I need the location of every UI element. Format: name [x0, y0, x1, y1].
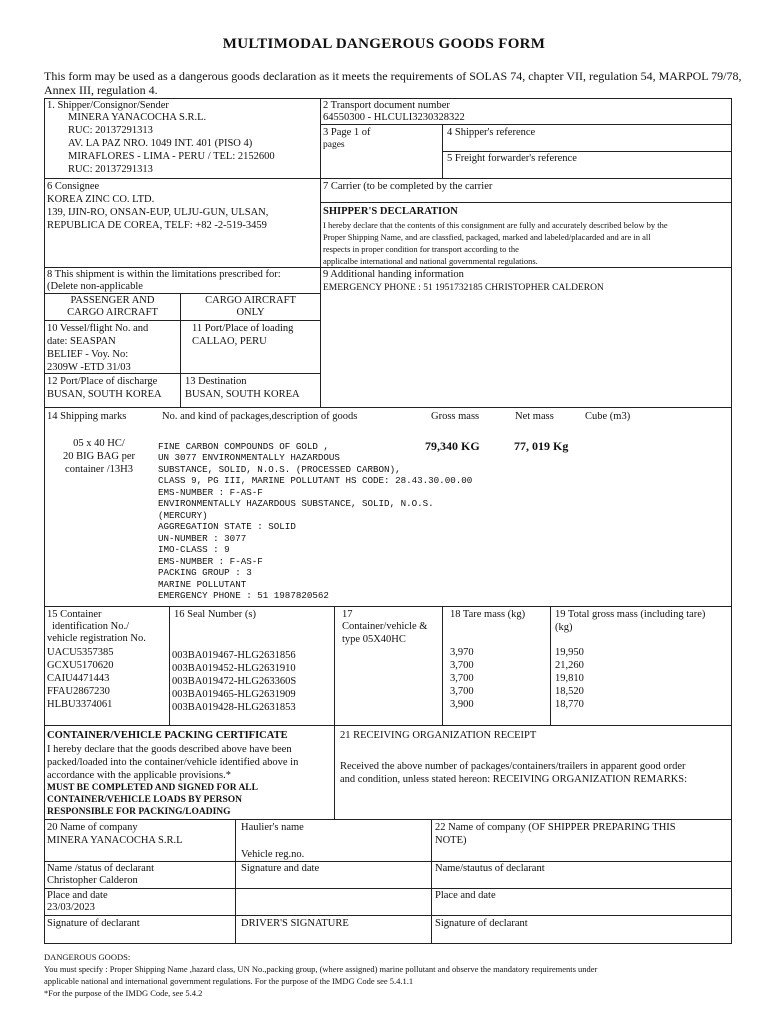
shipping-mark: 20 BIG BAG per	[62, 451, 136, 462]
tare-value: 3,700	[450, 686, 474, 697]
sig-declarant-left-label: Signature of declarant	[47, 918, 140, 929]
goods-line: (MERCURY)	[158, 510, 208, 521]
container-id: HLBU3374061	[47, 699, 113, 710]
packing-cert-bold-line: CONTAINER/VEHICLE LOADS BY PERSON	[47, 795, 243, 805]
limitations-line: (Delete non-applicable	[47, 281, 143, 292]
packing-cert-line: accordance with the applicable provisions.*	[47, 770, 231, 781]
form-title: MULTIMODAL DANGEROUS GOODS FORM	[222, 36, 546, 52]
total-gross-value: 21,260	[555, 660, 584, 671]
company-22-label: 22 Name of company (OF SHIPPER PREPARING THIS	[435, 822, 676, 833]
goods-line: MARINE POLLUTANT	[158, 579, 247, 590]
place-date-mid-box	[235, 888, 432, 916]
seal-number: 003BA019428-HLG2631853	[172, 702, 296, 713]
container-id: GCXU5170620	[47, 660, 114, 671]
tare-value: 3,700	[450, 660, 474, 671]
place-date-left-label: Place and date	[47, 890, 108, 901]
seal-number: 003BA019452-HLG2631910	[172, 663, 296, 674]
declaration-line: Proper Shipping Name, and are classfied, packaged, marked and labeled/placarded and are in all	[323, 232, 651, 242]
tare-value: 3,900	[450, 699, 474, 710]
gross-mass-value: 79,340 KG	[425, 439, 480, 453]
seal-number: 003BA019467-HLG2631856	[172, 650, 296, 661]
total-gross-value: 19,810	[555, 673, 584, 684]
shipper-line: MIRAFLORES - LIMA - PERU / TEL: 2152600	[68, 151, 275, 162]
goods-line: EMS-NUMBER : F-AS-F	[158, 556, 263, 567]
seal-number: 003BA019472-HLG263360S	[172, 676, 297, 687]
transport-doc-value: 64550300 - HLCULI3230328322	[323, 112, 465, 123]
shipping-mark: container /13H3	[65, 464, 133, 475]
port-discharge-value: BUSAN, SOUTH KOREA	[47, 389, 162, 400]
consignee-label: 6 Consignee	[47, 181, 100, 192]
consignee-line: 139, IJIN-RO, ONSAN-EUP, ULJU-GUN, ULSAN,	[47, 207, 269, 218]
declarant-left-label: Name /status of declarant	[47, 863, 154, 874]
packing-cert-bold-line: RESPONSIBLE FOR PACKING/LOADING	[47, 807, 231, 817]
passenger-line: PASSENGER AND	[70, 295, 155, 306]
carrier-label: 7 Carrier (to be completed by the carrier	[323, 181, 493, 192]
seal-number: 003BA019465-HLG2631909	[172, 689, 296, 700]
gross-mass-header: Gross mass	[431, 411, 480, 422]
goods-line: FINE CARBON COMPOUNDS OF GOLD ,	[158, 441, 329, 452]
container-id: CAIU4471443	[47, 673, 110, 684]
goods-line: UN-NUMBER : 3077	[158, 533, 247, 544]
port-discharge-label: 12 Port/Place of discharge	[47, 376, 158, 387]
shipping-mark: 05 x 40 HC/	[73, 438, 125, 449]
packing-cert-line: packed/loaded into the container/vehicle identified above in	[47, 757, 299, 768]
form-intro: This form may be used as a dangerous goods declaration as it meets the requirements of SOLAS 74, chapter VII, regulation 54, MARPOL 79/78, Annex III, regulation 4.	[44, 69, 742, 97]
container-id: FFAU2867230	[47, 686, 110, 697]
tare-label: 18 Tare mass (kg)	[450, 609, 526, 620]
port-loading-label: 11 Port/Place of loading	[192, 323, 294, 334]
declaration-line: applicalbe international and national governmental regulations.	[323, 256, 538, 266]
total-gross-value: 18,520	[555, 686, 584, 697]
net-mass-header: Net mass	[515, 411, 554, 422]
cargo-only-line: ONLY	[236, 307, 265, 318]
place-date-right-label: Place and date	[435, 890, 496, 901]
shipper-line: RUC: 20137291313	[68, 164, 153, 175]
destination-value: BUSAN, SOUTH KOREA	[185, 389, 300, 400]
driver-signature-label: DRIVER'S SIGNATURE	[241, 918, 349, 929]
vessel-line: 10 Vessel/flight No. and	[47, 323, 149, 334]
declarant-right-label: Name/stautus of declarant	[435, 863, 545, 874]
page-label-2: pages	[323, 140, 345, 150]
port-loading-value: CALLAO, PERU	[192, 336, 267, 347]
vessel-line: 2309W -ETD 31/03	[47, 362, 131, 373]
tare-value: 3,970	[450, 647, 474, 658]
container-id-label: identification No./	[52, 621, 129, 632]
vessel-line: BELIEF - Voy. No:	[47, 349, 129, 360]
footer-line: You must specify : Proper Shipping Name ,hazard class, UN No.,packing group, (where assigned) marine pollutant and observe the mandatory requirements under	[44, 964, 598, 974]
limitations-line: 8 This shipment is within the limitations prescribed for:	[47, 269, 281, 280]
shipper-declaration-title: SHIPPER'S DECLARATION	[323, 206, 458, 217]
goods-line: AGGREGATION STATE : SOLID	[158, 521, 296, 532]
signature-date-label: Signature and date	[241, 863, 320, 874]
consignee-line: KOREA ZINC CO. LTD.	[47, 194, 155, 205]
packing-cert-line: I hereby declare that the goods described above have been	[47, 744, 292, 755]
shipper-ref-label: 4 Shipper's reference	[447, 127, 536, 138]
tare-value: 3,700	[450, 673, 474, 684]
page-label: 3 Page 1 of	[323, 127, 371, 138]
total-gross-value: 18,770	[555, 699, 584, 710]
receipt-title: 21 RECEIVING ORGANIZATION RECEIPT	[340, 730, 537, 741]
company-20-value: MINERA YANACOCHA S.R.L	[47, 835, 183, 846]
company-22-label-2: NOTE)	[435, 835, 467, 846]
packing-cert-bold-line: MUST BE COMPLETED AND SIGNED FOR ALL	[47, 783, 258, 793]
goods-line: IMO-CLASS : 9	[158, 544, 230, 555]
goods-line: EMS-NUMBER : F-AS-F	[158, 487, 263, 498]
shipper-line: MINERA YANACOCHA S.R.L.	[68, 112, 207, 123]
container-id-label: 15 Container	[47, 609, 102, 620]
declarant-left-value: Christopher Calderon	[47, 875, 138, 886]
goods-line: EMERGENCY PHONE : 51 1987820562	[158, 590, 329, 601]
receipt-line: and condition, unless stated hereon: RECEIVING ORGANIZATION REMARKS:	[340, 774, 688, 785]
total-gross-label: 19 Total gross mass (including tare)	[555, 609, 706, 620]
goods-line: SUBSTANCE, SOLID, N.O.S. (PROCESSED CARBON),	[158, 464, 401, 475]
company-20-label: 20 Name of company	[47, 822, 138, 833]
total-gross-label: (kg)	[555, 622, 573, 633]
container-type-label: 17	[342, 609, 353, 620]
cargo-only-line: CARGO AIRCRAFT	[205, 295, 296, 306]
shipper-line: AV. LA PAZ NRO. 1049 INT. 401 (PISO 4)	[68, 138, 253, 149]
place-date-left-value: 23/03/2023	[47, 902, 95, 913]
receipt-line: Received the above number of packages/containers/trailers in apparent good order	[340, 761, 686, 772]
goods-line: UN 3077 ENVIRONMENTALLY HAZARDOUS	[158, 452, 340, 463]
consignee-line: REPUBLICA DE COREA, TELF: +82 -2-519-3459	[47, 220, 267, 231]
haulier-label: Haulier's name	[241, 822, 304, 833]
footer-line: applicable national and international government regulations. For the purpose of the IMDG Code see 5.4.1.1	[44, 976, 414, 986]
kind-header: No. and kind of packages,description of goods	[162, 411, 358, 422]
shipper-line: RUC: 20137291313	[68, 125, 153, 136]
vehicle-reg-label: Vehicle reg.no.	[241, 849, 305, 860]
transport-doc-label: 2 Transport document number	[323, 100, 450, 111]
goods-line: PACKING GROUP : 3	[158, 567, 252, 578]
shipping-marks-header: 14 Shipping marks	[47, 411, 127, 422]
destination-label: 13 Destination	[185, 376, 247, 387]
passenger-line: CARGO AIRCRAFT	[67, 307, 158, 318]
container-type-label: type 05X40HC	[342, 634, 406, 645]
handling-value: EMERGENCY PHONE : 51 1951732185 CHRISTOPHER CALDERON	[323, 283, 604, 293]
declaration-line: I hereby declare that the contents of this consignment are fully and accurately described below by the	[323, 220, 668, 230]
goods-line: ENVIRONMENTALLY HAZARDOUS SUBSTANCE, SOLID, N.O.S.	[158, 498, 434, 509]
declaration-line: respects in proper condition for transport according to the	[323, 244, 519, 254]
container-id-label: vehicle registration No.	[47, 633, 146, 644]
vessel-line: date: SEASPAN	[47, 336, 116, 347]
net-mass-value: 77, 019 Kg	[514, 439, 569, 453]
sig-declarant-right-label: Signature of declarant	[435, 918, 528, 929]
footer-line: *For the purpose of the IMDG Code, see 5.4.2	[44, 988, 203, 998]
container-id: UACU5357385	[47, 647, 114, 658]
footer-title: DANGEROUS GOODS:	[44, 952, 131, 962]
shipper-label: 1. Shipper/Consignor/Sender	[47, 100, 169, 111]
handling-label: 9 Additional handing information	[323, 269, 464, 280]
container-type-label: Container/vehicle &	[342, 621, 428, 632]
packing-cert-title: CONTAINER/VEHICLE PACKING CERTIFICATE	[47, 730, 288, 741]
goods-line: CLASS 9, PG III, MARINE POLLUTANT HS CODE: 28.43.30.00.00	[158, 475, 473, 486]
freight-ref-label: 5 Freight forwarder's reference	[447, 153, 577, 164]
seal-label: 16 Seal Number (s)	[174, 609, 256, 620]
total-gross-value: 19,950	[555, 647, 584, 658]
cube-header: Cube (m3)	[585, 411, 631, 422]
